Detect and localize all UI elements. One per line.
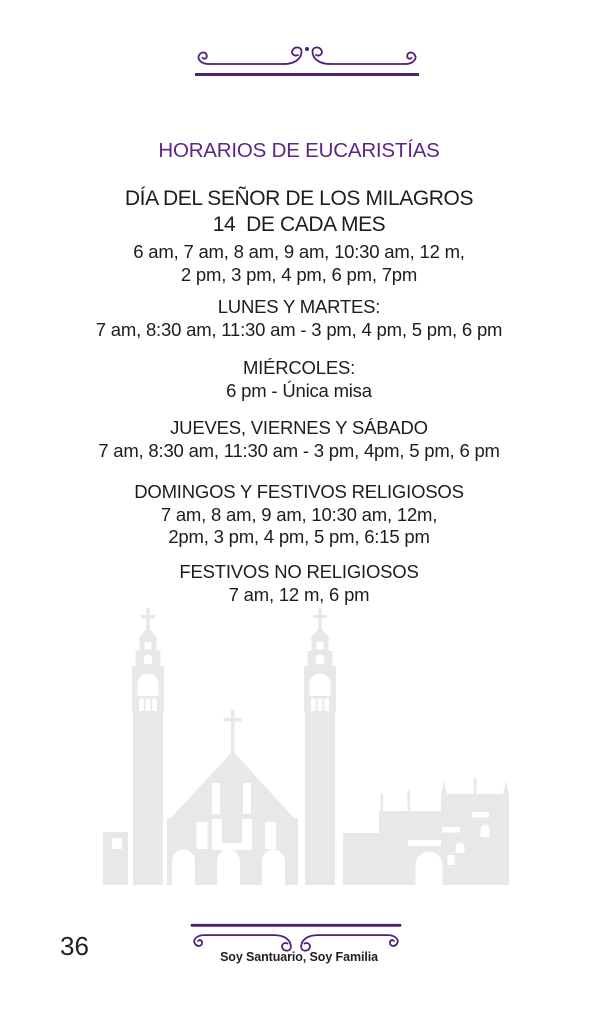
schedule-section-miercoles — [0, 357, 598, 402]
mass-times-line: 2pm, 3 pm, 4 pm, 5 pm, 6:15 pm — [168, 526, 430, 547]
mass-times-line: 2 pm, 3 pm, 4 pm, 6 pm, 7pm — [180, 263, 418, 285]
schedule-section-milagros — [0, 186, 598, 286]
section-heading-line2: 14 DE CADA MES — [212, 212, 386, 236]
section-heading: DÍA DEL SEÑOR DE LOS MILAGROS — [124, 187, 474, 210]
section-heading: FESTIVOS NO RELIGIOSOS — [179, 561, 419, 582]
schedule-section-lunes-martes — [0, 296, 598, 341]
schedule-section-festivos-no-religiosos — [0, 561, 598, 606]
page-title: HORARIOS DE EUCARISTÍAS — [158, 139, 440, 162]
footer-tagline: Soy Santuario, Soy Familia — [220, 950, 378, 964]
mass-times-line: 6 am, 7 am, 8 am, 9 am, 10:30 am, 12 m, — [133, 241, 465, 262]
mass-times-line: 7 am, 8 am, 9 am, 10:30 am, 12m, — [160, 503, 438, 525]
page-number: 36 — [60, 931, 89, 961]
ornamental-divider-top-icon — [195, 46, 419, 78]
section-heading: JUEVES, VIERNES Y SÁBADO — [170, 417, 428, 438]
section-heading: LUNES Y MARTES: — [217, 296, 381, 317]
mass-times-line: 7 am, 8:30 am, 11:30 am - 3 pm, 4pm, 5 pm, 6 pm — [98, 439, 500, 461]
mass-times-line: 7 am, 12 m, 6 pm — [228, 583, 370, 605]
schedule-section-domingos — [0, 481, 598, 549]
schedule-section-jueves-sabado — [0, 417, 598, 462]
mass-times-line: 6 pm - Única misa — [226, 379, 372, 401]
section-heading: MIÉRCOLES: — [242, 357, 356, 378]
mass-times-line: 7 am, 8:30 am, 11:30 am - 3 pm, 4 pm, 5 pm, 6 pm — [95, 318, 503, 340]
church-silhouette-icon — [103, 605, 513, 885]
section-heading: DOMINGOS Y FESTIVOS RELIGIOSOS — [134, 481, 464, 502]
ornamental-divider-bottom-icon — [190, 922, 402, 952]
